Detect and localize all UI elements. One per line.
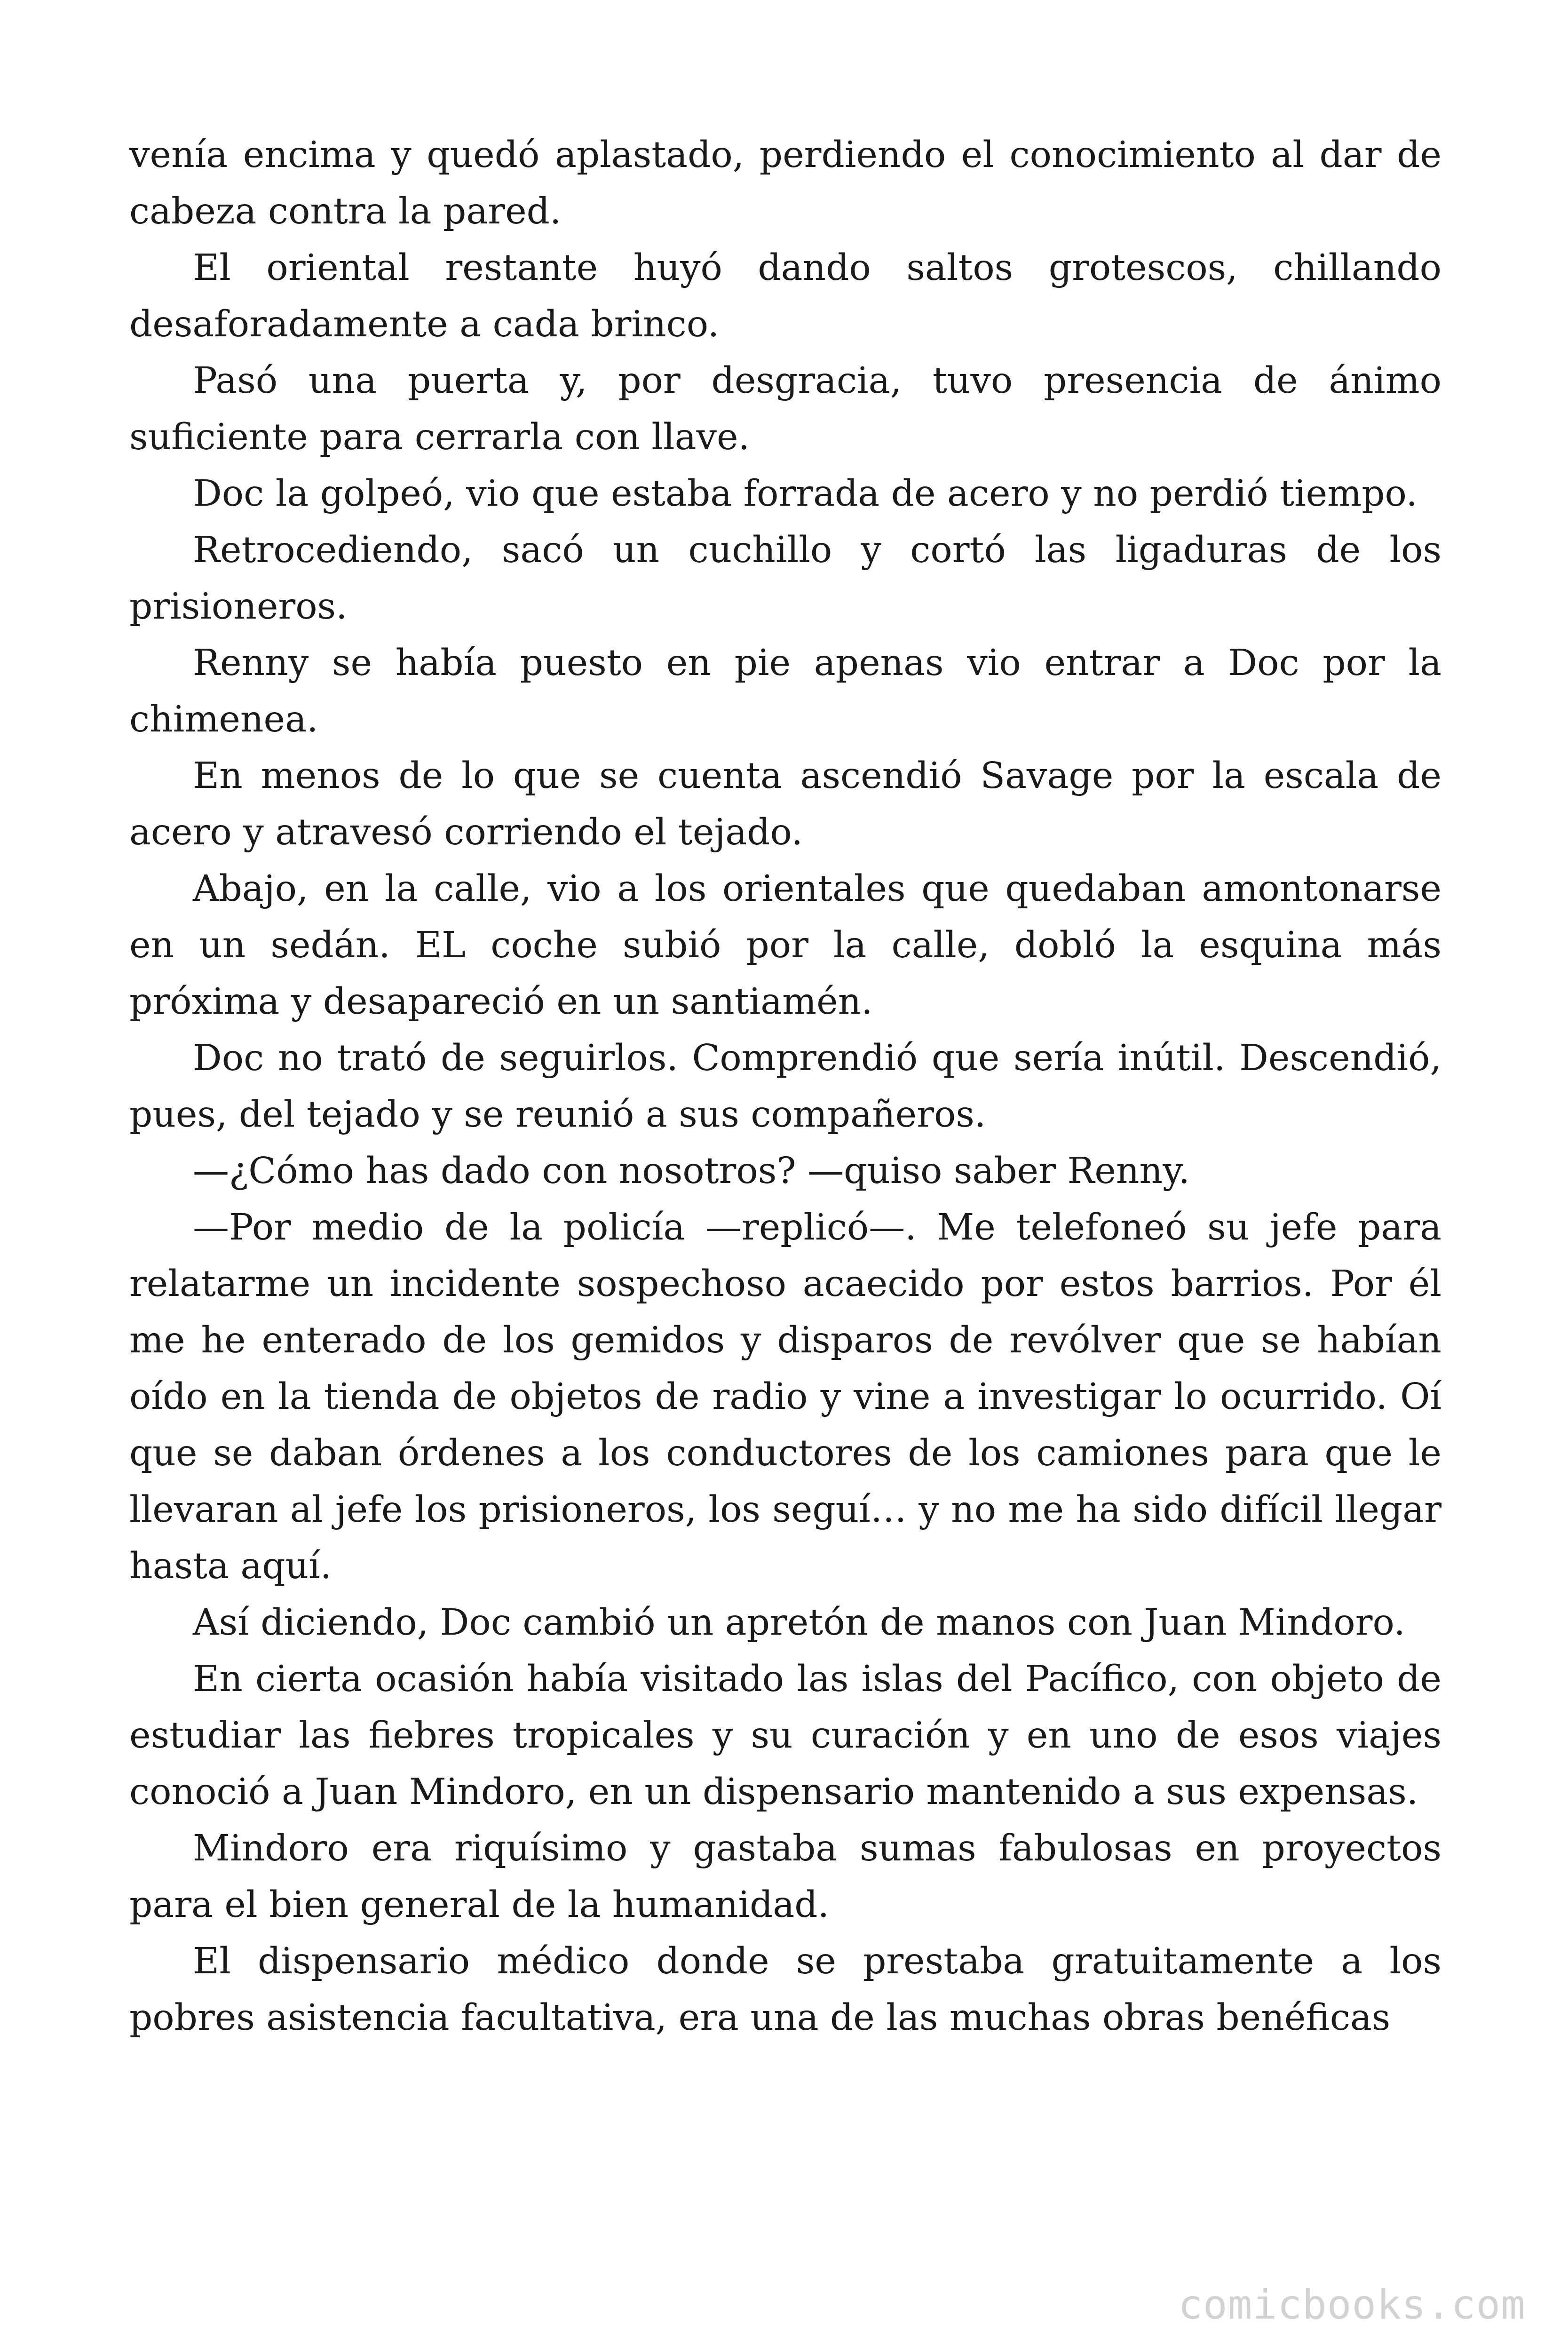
paragraph: Así diciendo, Doc cambió un apretón de manos con Juan Mindoro. [193,1602,1405,1644]
paragraph: —Por medio de la policía —replicó—. Me telefoneó su jefe para relatarme un incidente sospechoso acaecido por estos barrios. Por él me he enterado de los gemidos y disparos de revólver que se habían oído en la tienda de objetos de radio y vine a investigar lo ocurrido. Oí que se daban órdenes a los conductores de los camiones para que le llevaran al jefe los prisioneros, los seguí… y no me ha sido difícil llegar hasta aquí. [129,1207,1441,1587]
paragraph: venía encima y quedó aplastado, perdiendo el conocimiento al dar de cabeza contra la pared. [129,134,1441,232]
paragraph: Renny se había puesto en pie apenas vio entrar a Doc por la chimenea. [129,642,1441,740]
paragraph: Doc no trató de seguirlos. Comprendió que sería inútil. Descendió, pues, del tejado y se reunió a sus compañeros. [129,1037,1441,1136]
paragraph: El dispensario médico donde se prestaba gratuitamente a los pobres asistencia facultativa, era una de las muchas obras benéficas [129,1940,1441,2039]
paragraph: Mindoro era riquísimo y gastaba sumas fabulosas en proyectos para el bien general de la humanidad. [129,1828,1441,1926]
paragraph: Retrocediendo, sacó un cuchillo y cortó las ligaduras de los prisioneros. [129,529,1441,628]
paragraph: Abajo, en la calle, vio a los orientales que quedaban amontonarse en un sedán. EL coche subió por la calle, dobló la esquina más próxima y desapareció en un santiamén. [129,868,1441,1023]
watermark: comicbooks.com [1178,2281,1526,2328]
paragraph: Pasó una puerta y, por desgracia, tuvo presencia de ánimo suficiente para cerrarla con llave. [129,360,1441,458]
paragraph: —¿Cómo has dado con nosotros? —quiso saber Renny. [193,1150,1190,1192]
paragraph: En cierta ocasión había visitado las islas del Pacífico, con objeto de estudiar las fiebres tropicales y su curación y en uno de esos viajes conoció a Juan Mindoro, en un dispensario mantenido a sus expensas. [129,1658,1441,1813]
book-page-body [129,127,1441,2046]
paragraph: El oriental restante huyó dando saltos grotescos, chillando desaforadamente a cada brinco. [129,247,1441,345]
paragraph: Doc la golpeó, vio que estaba forrada de acero y no perdió tiempo. [193,473,1418,515]
paragraph: En menos de lo que se cuenta ascendió Savage por la escala de acero y atravesó corriendo el tejado. [129,755,1441,853]
